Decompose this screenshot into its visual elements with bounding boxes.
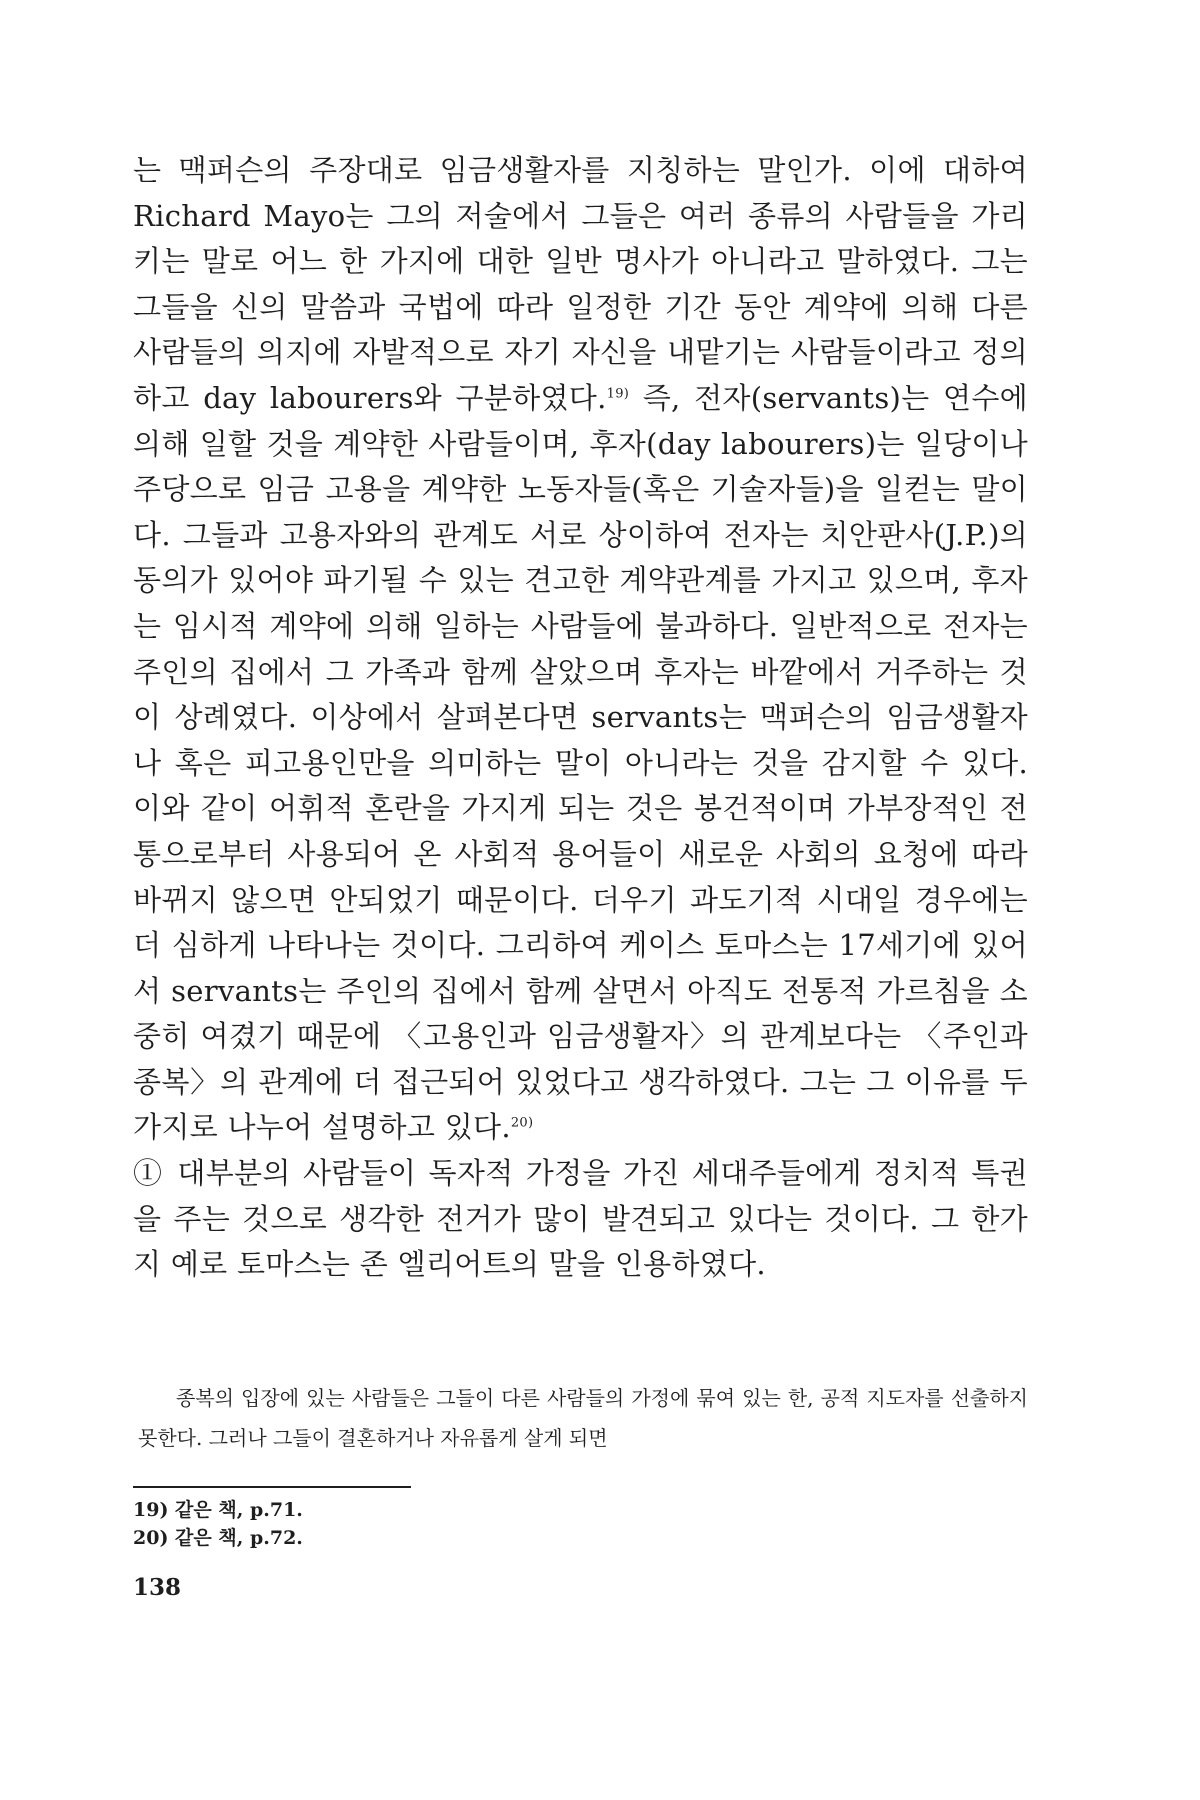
block-quote: 종복의 입장에 있는 사람들은 그들이 다른 사람들의 가정에 묶여 있는 한, 공적 지도자를 선출하지 못한다. 그러나 그들이 결혼하거나 자유롭게 살게 되면 [138,1386,1028,1450]
footnote-20: 20) 같은 책, p.72. [133,1527,303,1549]
footnote-ref-20: 20) [510,1115,534,1131]
footnote-divider [133,1486,411,1488]
body-text: 는 맥퍼슨의 주장대로 임금생활자를 지칭하는 말인가. 이에 대하여 Richard Mayo는 그의 저술에서 그들은 여러 종류의 사람들을 가리키는 말로 어느 한 가지에 대한 일반 명사가 아니라고 말하였다. 그는 그들을 신의 말씀과 국법에 따라 일정한 기간 동안 계약에 의해 다른 사람들의 의지에 자발적으로 자기 자신을 내맡기는 사람들이라고 정의하고 day labourers와 구분하였다. [133,153,1028,415]
body-paragraph-2: ① 대부분의 사람들이 독자적 가정을 가진 세대주들에게 정치적 특권을 주는 것으로 생각한 전거가 많이 발견되고 있다는 것이다. 그 한가지 예로 토마스는 존 엘리어트의 말을 인용하였다. [133,1156,1028,1282]
footnotes [133,1496,303,1552]
page-number: 138 [133,1574,182,1601]
body-text: 즉, 전자(servants)는 연수에 의해 일할 것을 계약한 사람들이며, 후자(day labourers)는 일당이나 주당으로 임금 고용을 계약한 노동자들(혹은 기술자들)을 일컫는 말이다. 그들과 고용자와의 관계도 서로 상이하여 전자는 치안판사(J.P.)의 동의가 있어야 파기될 수 있는 견고한 계약관계를 가지고 있으며, 후자는 임시적 계약에 의해 일하는 사람들에 불과하다. 일반적으로 전자는 주인의 집에서 그 가족과 함께 살았으며 후자는 바깥에서 거주하는 것이 상례였다. 이상에서 살펴본다면 servants는 맥퍼슨의 임금생활자나 혹은 피고용인만을 의미하는 말이 아니라는 것을 감지할 수 있다. 이와 같이 어휘적 혼란을 가지게 되는 것은 봉건적이며 가부장적인 전통으로부터 사용되어 온 사회적 용어들이 새로운 사회의 요청에 따라 바뀌지 않으면 안되었기 때문이다. 더우기 과도기적 시대일 경우에는 더 심하게 나타나는 것이다. 그리하여 케이스 토마스는 17세기에 있어서 servants는 주인의 집에서 함께 살면서 아직도 전통적 가르침을 소중히 여겼기 때문에 〈고용인과 임금생활자〉의 관계보다는 〈주인과 종복〉의 관계에 더 접근되어 있었다고 생각하였다. 그는 그 이유를 두 가지로 나누어 설명하고 있다. [133,380,1028,1145]
body-paragraph-1 [133,148,1028,1151]
main-text [133,148,1028,1288]
footnote-19: 19) 같은 책, p.71. [133,1499,303,1521]
footnote-ref-19: 19) [606,386,630,402]
